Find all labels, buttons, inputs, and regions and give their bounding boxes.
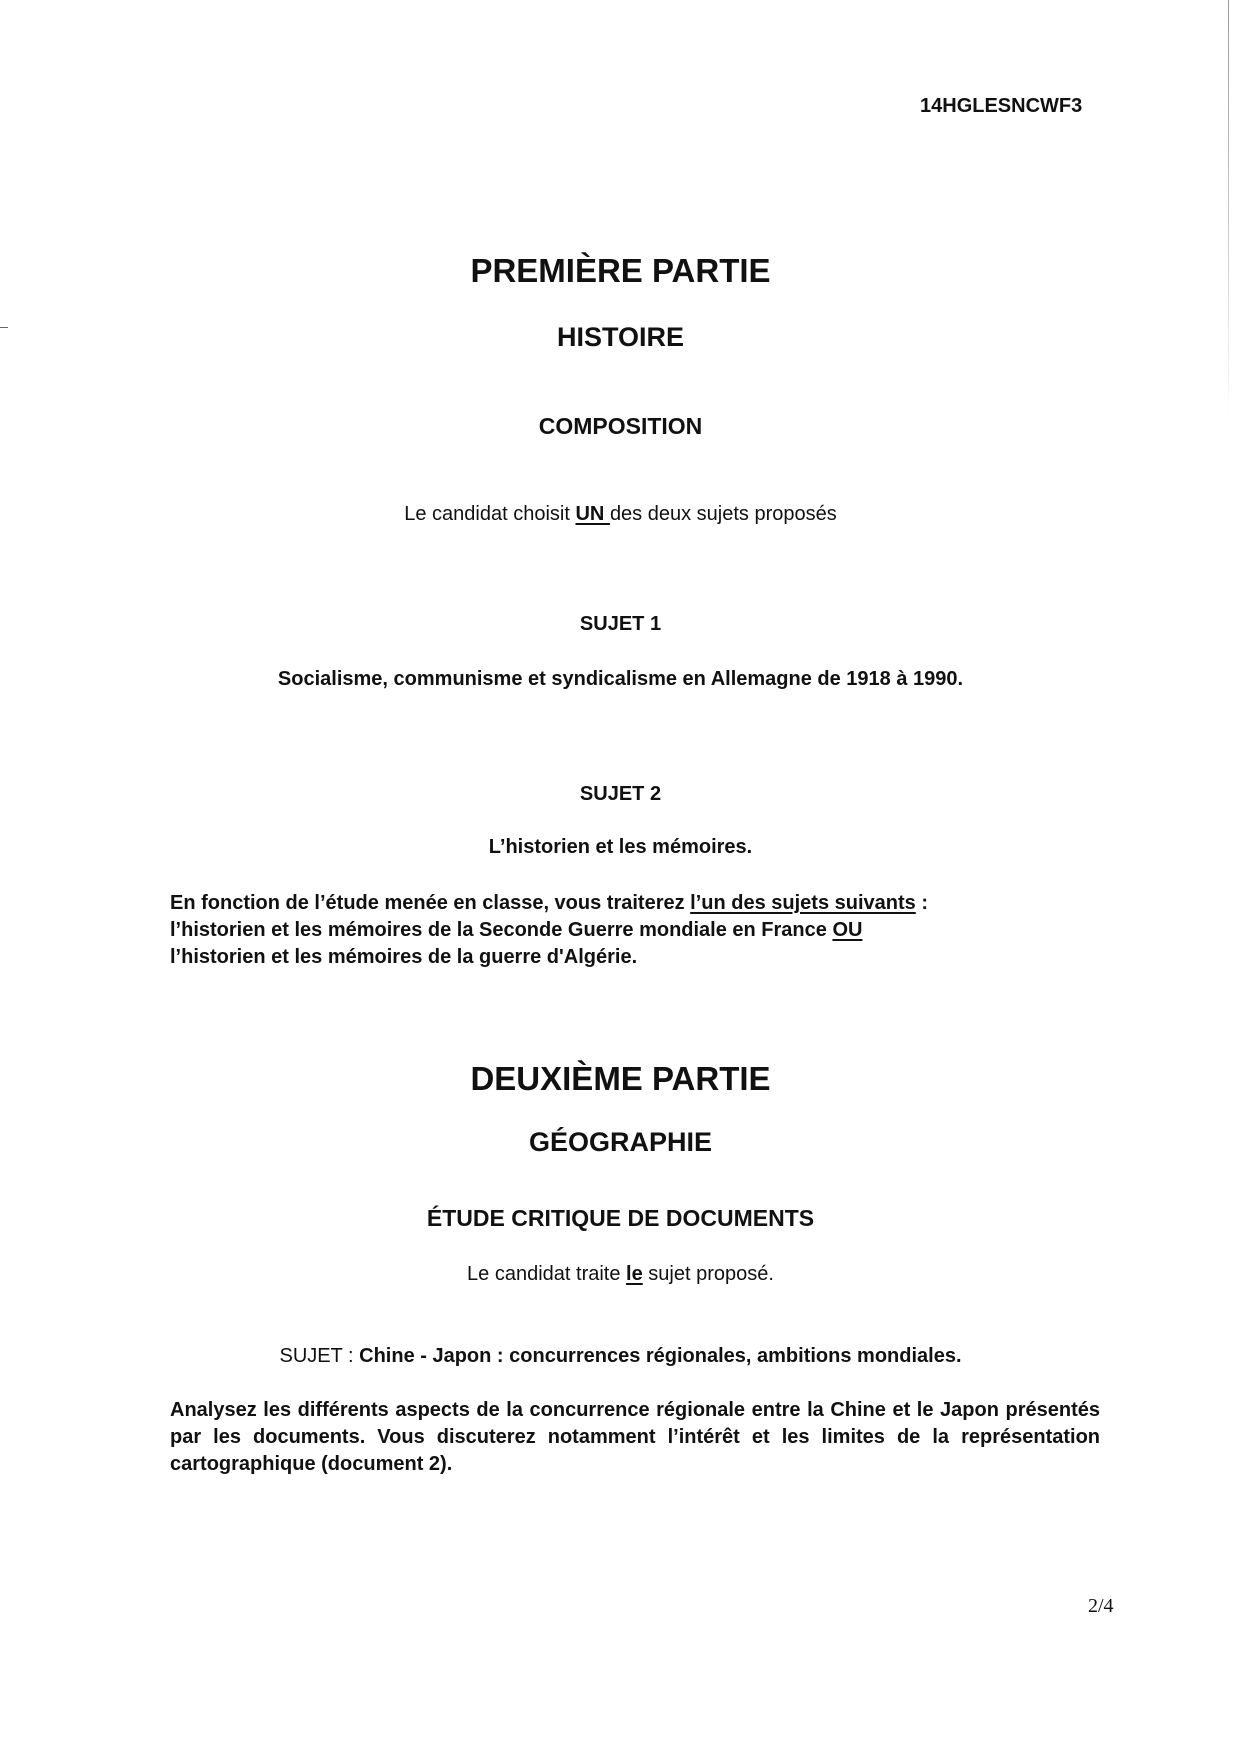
sujet2-line <box>170 917 1100 944</box>
sujet2-line-emphasis: OU <box>832 919 863 941</box>
sujet2-title: L’historien et les mémoires. <box>488 836 753 858</box>
part2-exercise-heading: ÉTUDE CRITIQUE DE DOCUMENTS <box>426 1205 815 1231</box>
sujet2-instructions <box>170 890 1100 971</box>
page-number: 2/4 <box>1088 1595 1114 1617</box>
sujet2-line-text: l’historien et les mémoires de la Seconde Guerre mondiale en France <box>170 919 833 941</box>
geography-subject-separator: : <box>342 1345 360 1367</box>
sujet1-title: Socialisme, communisme et syndicalisme en Allemagne de 1918 à 1990. <box>277 668 964 690</box>
scan-edge-line <box>1228 0 1229 420</box>
sujet1-label: SUJET 1 <box>579 613 662 635</box>
sujet2-line <box>170 890 1100 917</box>
part2-subject-heading: GÉOGRAPHIE <box>528 1127 713 1157</box>
geography-instructions: Analysez les différents aspects de la concurrence régionale entre la Chine et le Japon présentés par les documents. Vous discuterez notamment l’intérêt et les limites de la représentation cartographique (document 2). <box>170 1399 1100 1475</box>
part1-subject-heading: HISTOIRE <box>556 322 685 352</box>
instruction-emphasis: UN <box>575 503 610 525</box>
sujet2-line-emphasis: l’un des sujets suivants <box>690 892 916 914</box>
instruction-text: des deux sujets proposés <box>609 503 837 525</box>
instruction-text: Le candidat choisit <box>404 503 576 525</box>
part1-instruction <box>0 503 1241 526</box>
sujet2-line: l’historien et les mémoires de la guerre d'Algérie. <box>170 946 638 968</box>
part2-title: DEUXIÈME PARTIE <box>470 1060 771 1097</box>
sujet2-line-text: : <box>915 892 928 914</box>
sujet2-line-text: En fonction de l’étude menée en classe, vous traiterez <box>170 892 691 914</box>
sujet2-label: SUJET 2 <box>579 783 662 805</box>
instruction-emphasis: le <box>626 1263 643 1285</box>
geography-subject <box>0 1345 1241 1368</box>
geography-subject-label: SUJET <box>279 1345 343 1367</box>
part1-title: PREMIÈRE PARTIE <box>470 252 771 289</box>
part2-instruction <box>0 1263 1241 1286</box>
document-code: 14HGLESNCWF3 <box>920 95 1083 117</box>
instruction-text: Le candidat traite <box>467 1263 627 1285</box>
geography-subject-title: Chine - Japon : concurrences régionales, ambitions mondiales. <box>359 1345 962 1367</box>
instruction-text: sujet proposé. <box>642 1263 774 1285</box>
part1-exercise-heading: COMPOSITION <box>538 413 703 439</box>
